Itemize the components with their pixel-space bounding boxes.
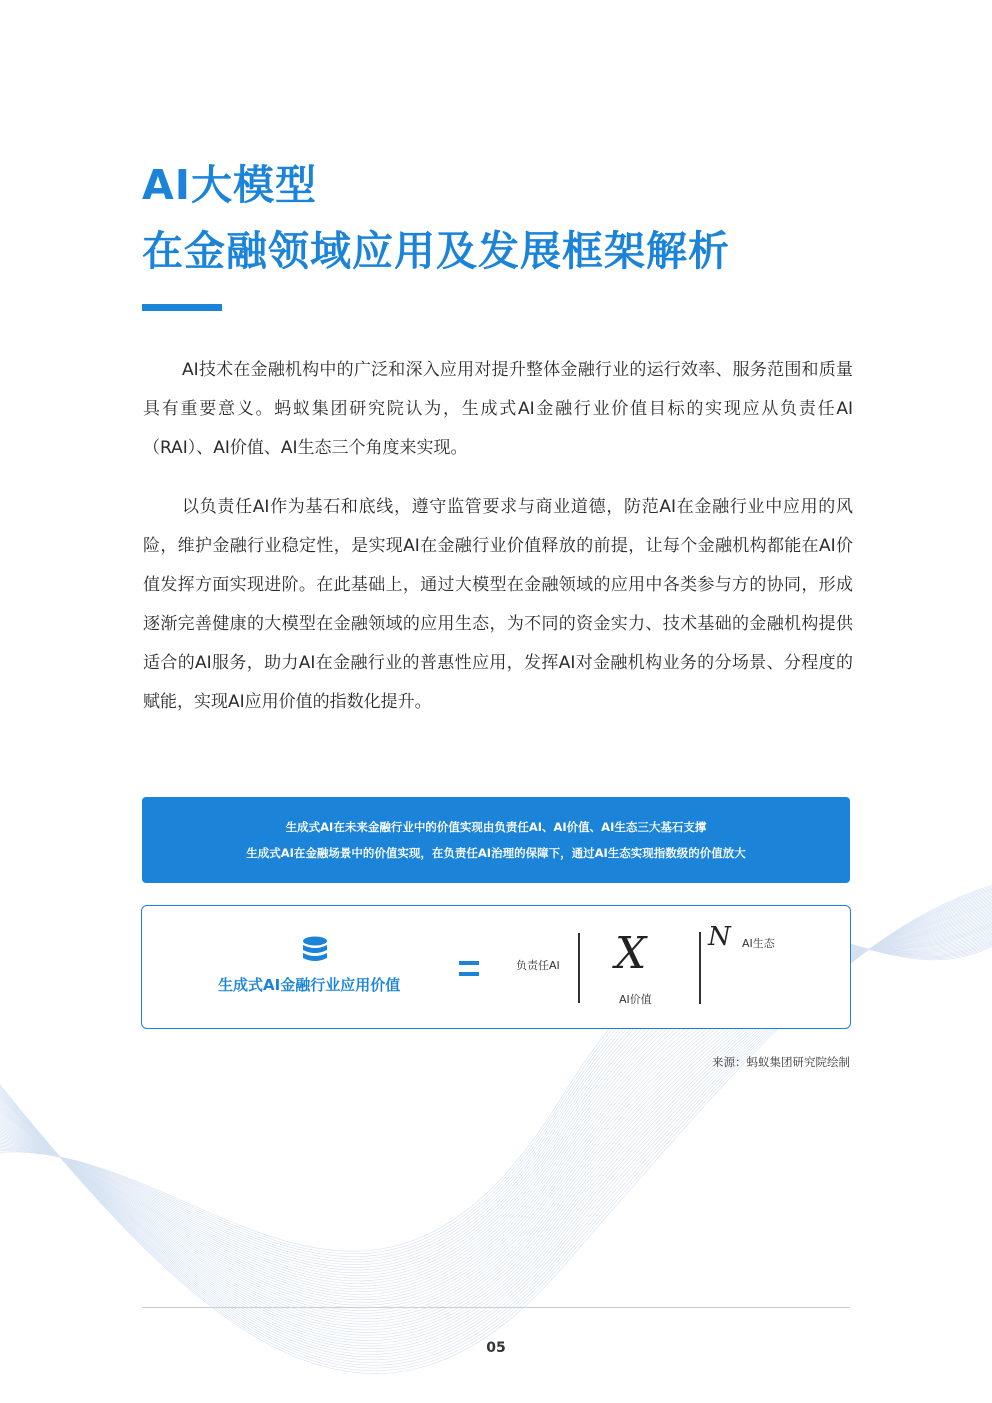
page-number: 05	[486, 1340, 506, 1356]
value-formula-box	[141, 905, 851, 1029]
equals-sign	[459, 961, 479, 977]
database-stack-icon	[299, 934, 331, 966]
responsible-ai-label: 负责任AI	[516, 959, 560, 972]
body-paragraph-2: 以负责任AI作为基石和底线，遵守监管要求与商业道德，防范AI在金融行业中应用的风险，维护金融行业稳定性，是实现AI在金融行业价值释放的前提，让每个金融机构都能在AI价值发挥方面实现进阶。在此基础上，通过大模型在金融领域的应用中各类参与方的协同，形成逐渐完善健康的大模型在金融领域的应用生态，为不同的资金实力、技术基础的金融机构提供适合的AI服务，助力AI在金融行业的普惠性应用，发挥AI对金融机构业务的分场景、分程度的赋能，实现AI应用价值的指数化提升。	[143, 497, 853, 712]
divider-line-1	[578, 933, 580, 1003]
formula-left-label: 生成式AI金融行业应用价值	[218, 976, 401, 994]
summary-banner	[142, 797, 850, 883]
multiply-symbol: X	[615, 928, 647, 979]
title-underline-bar	[142, 304, 222, 311]
title-line-1: AI大模型	[142, 161, 317, 209]
source-note: 来源：蚂蚁集团研究院绘制	[712, 1055, 850, 1069]
banner-line-1: 生成式AI在未来金融行业中的价值实现由负责任AI、AI价值、AI生态三大基石支撑	[285, 820, 707, 834]
page-title	[142, 152, 730, 284]
exponent-symbol: N	[708, 922, 731, 952]
ai-value-label: AI价值	[619, 993, 652, 1006]
body-paragraph-1: AI技术在金融机构中的广泛和深入应用对提升整体金融行业的运行效率、服务范围和质量具有重要意义。蚂蚁集团研究院认为，生成式AI金融行业价值目标的实现应从负责任AI（RAI）、AI价值、AI生态三个角度来实现。	[143, 360, 853, 458]
banner-line-2: 生成式AI在金融场景中的价值实现，在负责任AI治理的保障下，通过AI生态实现指数级的价值放大	[246, 846, 746, 860]
footer-divider	[142, 1307, 850, 1308]
divider-line-2	[699, 932, 701, 1004]
ai-ecosystem-label: AI生态	[742, 937, 775, 950]
title-line-2: 在金融领域应用及发展框架解析	[142, 227, 730, 275]
